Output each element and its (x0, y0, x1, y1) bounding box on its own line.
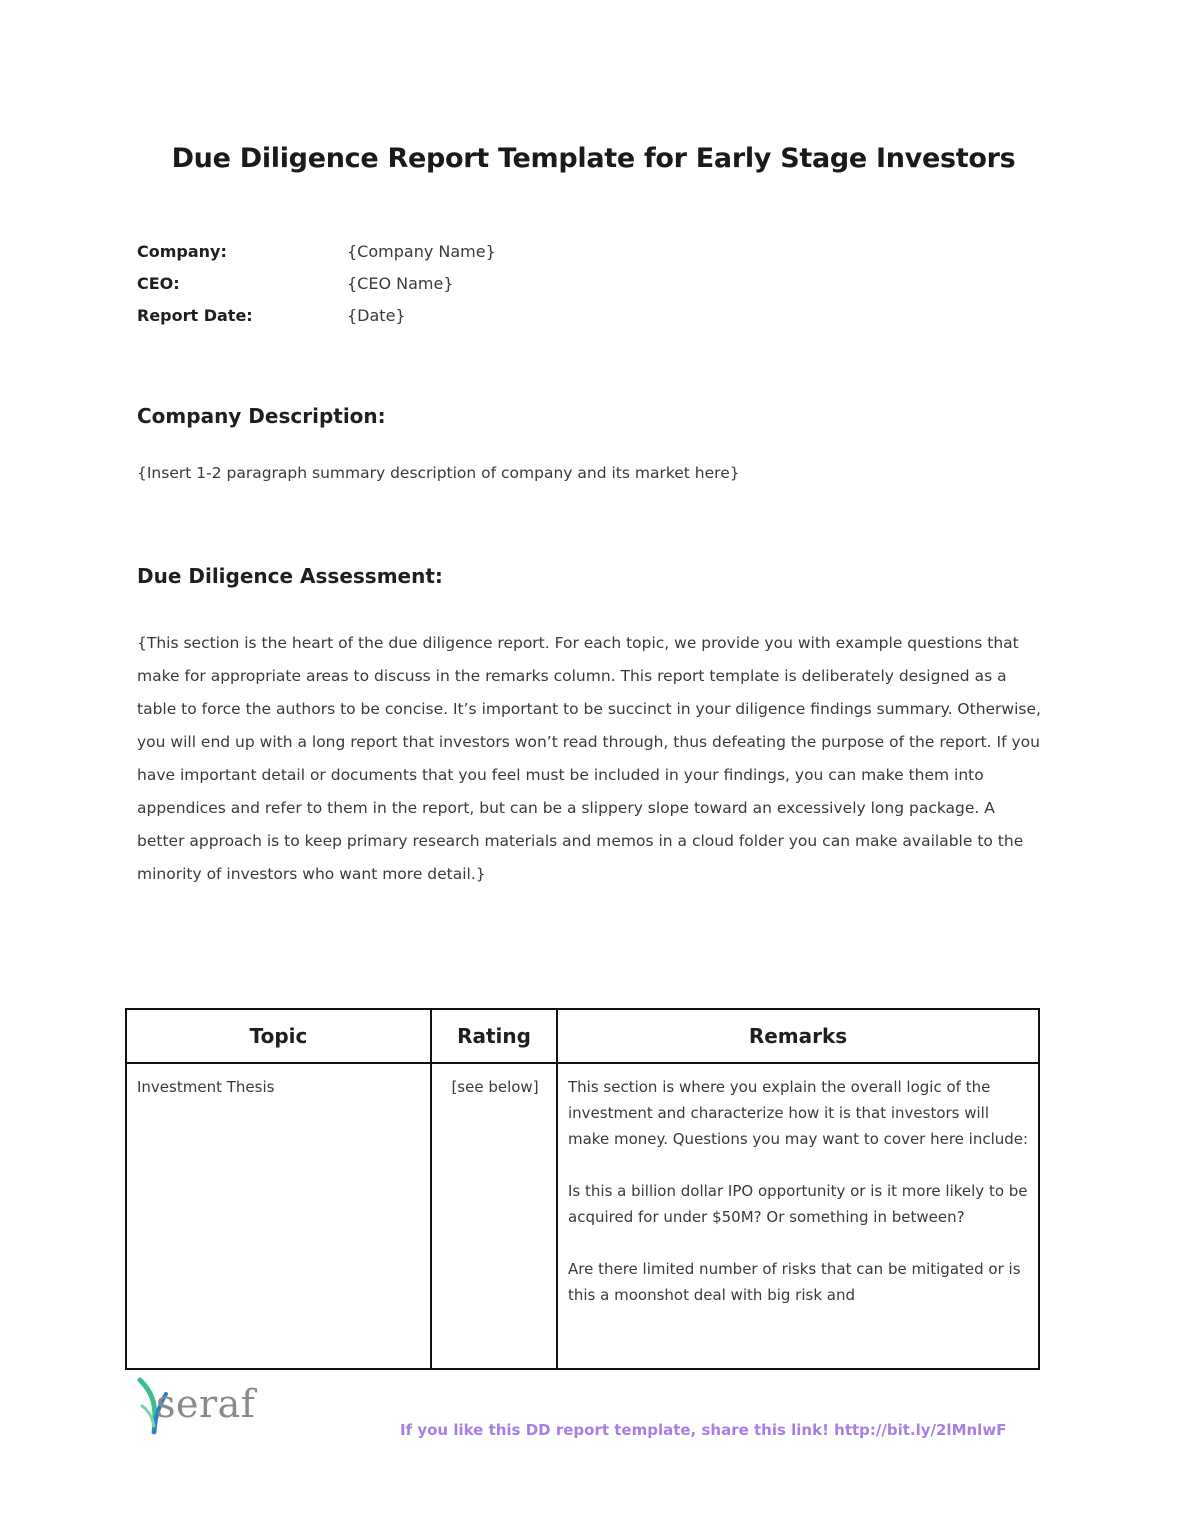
seraf-logo (136, 1376, 276, 1446)
assessment-text: {This section is the heart of the due diligence report. For each topic, we provide you with example questions that make for appropriate areas to discuss in the remarks column. This report template is deliberately designed as a table to force the authors to be concise. It’s important to be succinct in your diligence findings summary. Otherwise, you will end up with a long report that investors won’t read through, thus defeating the purpose of the report. If you have important detail or documents that you feel must be included in your findings, you can make them into appendices and refer to them in the report, but can be a slippery slope toward an excessively long package. A better approach is to keep primary research materials and memos in a cloud folder you can make available to the minority of investors who want more detail.} (137, 634, 1041, 883)
logo-wordmark: seraf (156, 1382, 256, 1426)
company-description-text: {Insert 1-2 paragraph summary description of company and its market here} (137, 464, 740, 482)
rating-column-header: Rating (431, 1009, 557, 1063)
remark-paragraph: Are there limited number of risks that can be mitigated or is this a moonshot deal with big risk and (568, 1260, 1021, 1304)
table-header-row (126, 1009, 1039, 1063)
document-title: Due Diligence Report Template for Early Stage Investors (171, 143, 1016, 174)
remarks-column-header: Remarks (557, 1009, 1039, 1063)
topic-column-header: Topic (126, 1009, 431, 1063)
meta-value: {CEO Name} (347, 274, 454, 293)
meta-row-ceo (137, 272, 496, 304)
share-link-text[interactable]: If you like this DD report template, share this link! http://bit.ly/2lMnlwF (400, 1421, 1007, 1439)
meta-label: Company: (137, 242, 227, 261)
company-description-heading: Company Description: (137, 404, 386, 428)
meta-value: {Company Name} (347, 242, 496, 261)
remark-paragraph: This section is where you explain the overall logic of the investment and characterize how it is that investors will make money. Questions you may want to cover here include: (568, 1078, 1029, 1148)
remark-paragraph: Is this a billion dollar IPO opportunity or is it more likely to be acquired for under $50M? Or something in between? (568, 1182, 1028, 1226)
topic-cell: Investment Thesis (126, 1063, 431, 1369)
due-diligence-table (125, 1008, 1040, 1370)
assessment-heading: Due Diligence Assessment: (137, 564, 443, 588)
meta-value: {Date} (347, 306, 406, 325)
rating-cell: [see below] (431, 1063, 557, 1369)
report-meta (137, 240, 496, 336)
meta-row-company (137, 240, 496, 272)
remarks-cell (557, 1063, 1039, 1369)
meta-row-report-date (137, 304, 496, 336)
meta-label: Report Date: (137, 306, 253, 325)
meta-label: CEO: (137, 274, 180, 293)
table-row (126, 1063, 1039, 1369)
